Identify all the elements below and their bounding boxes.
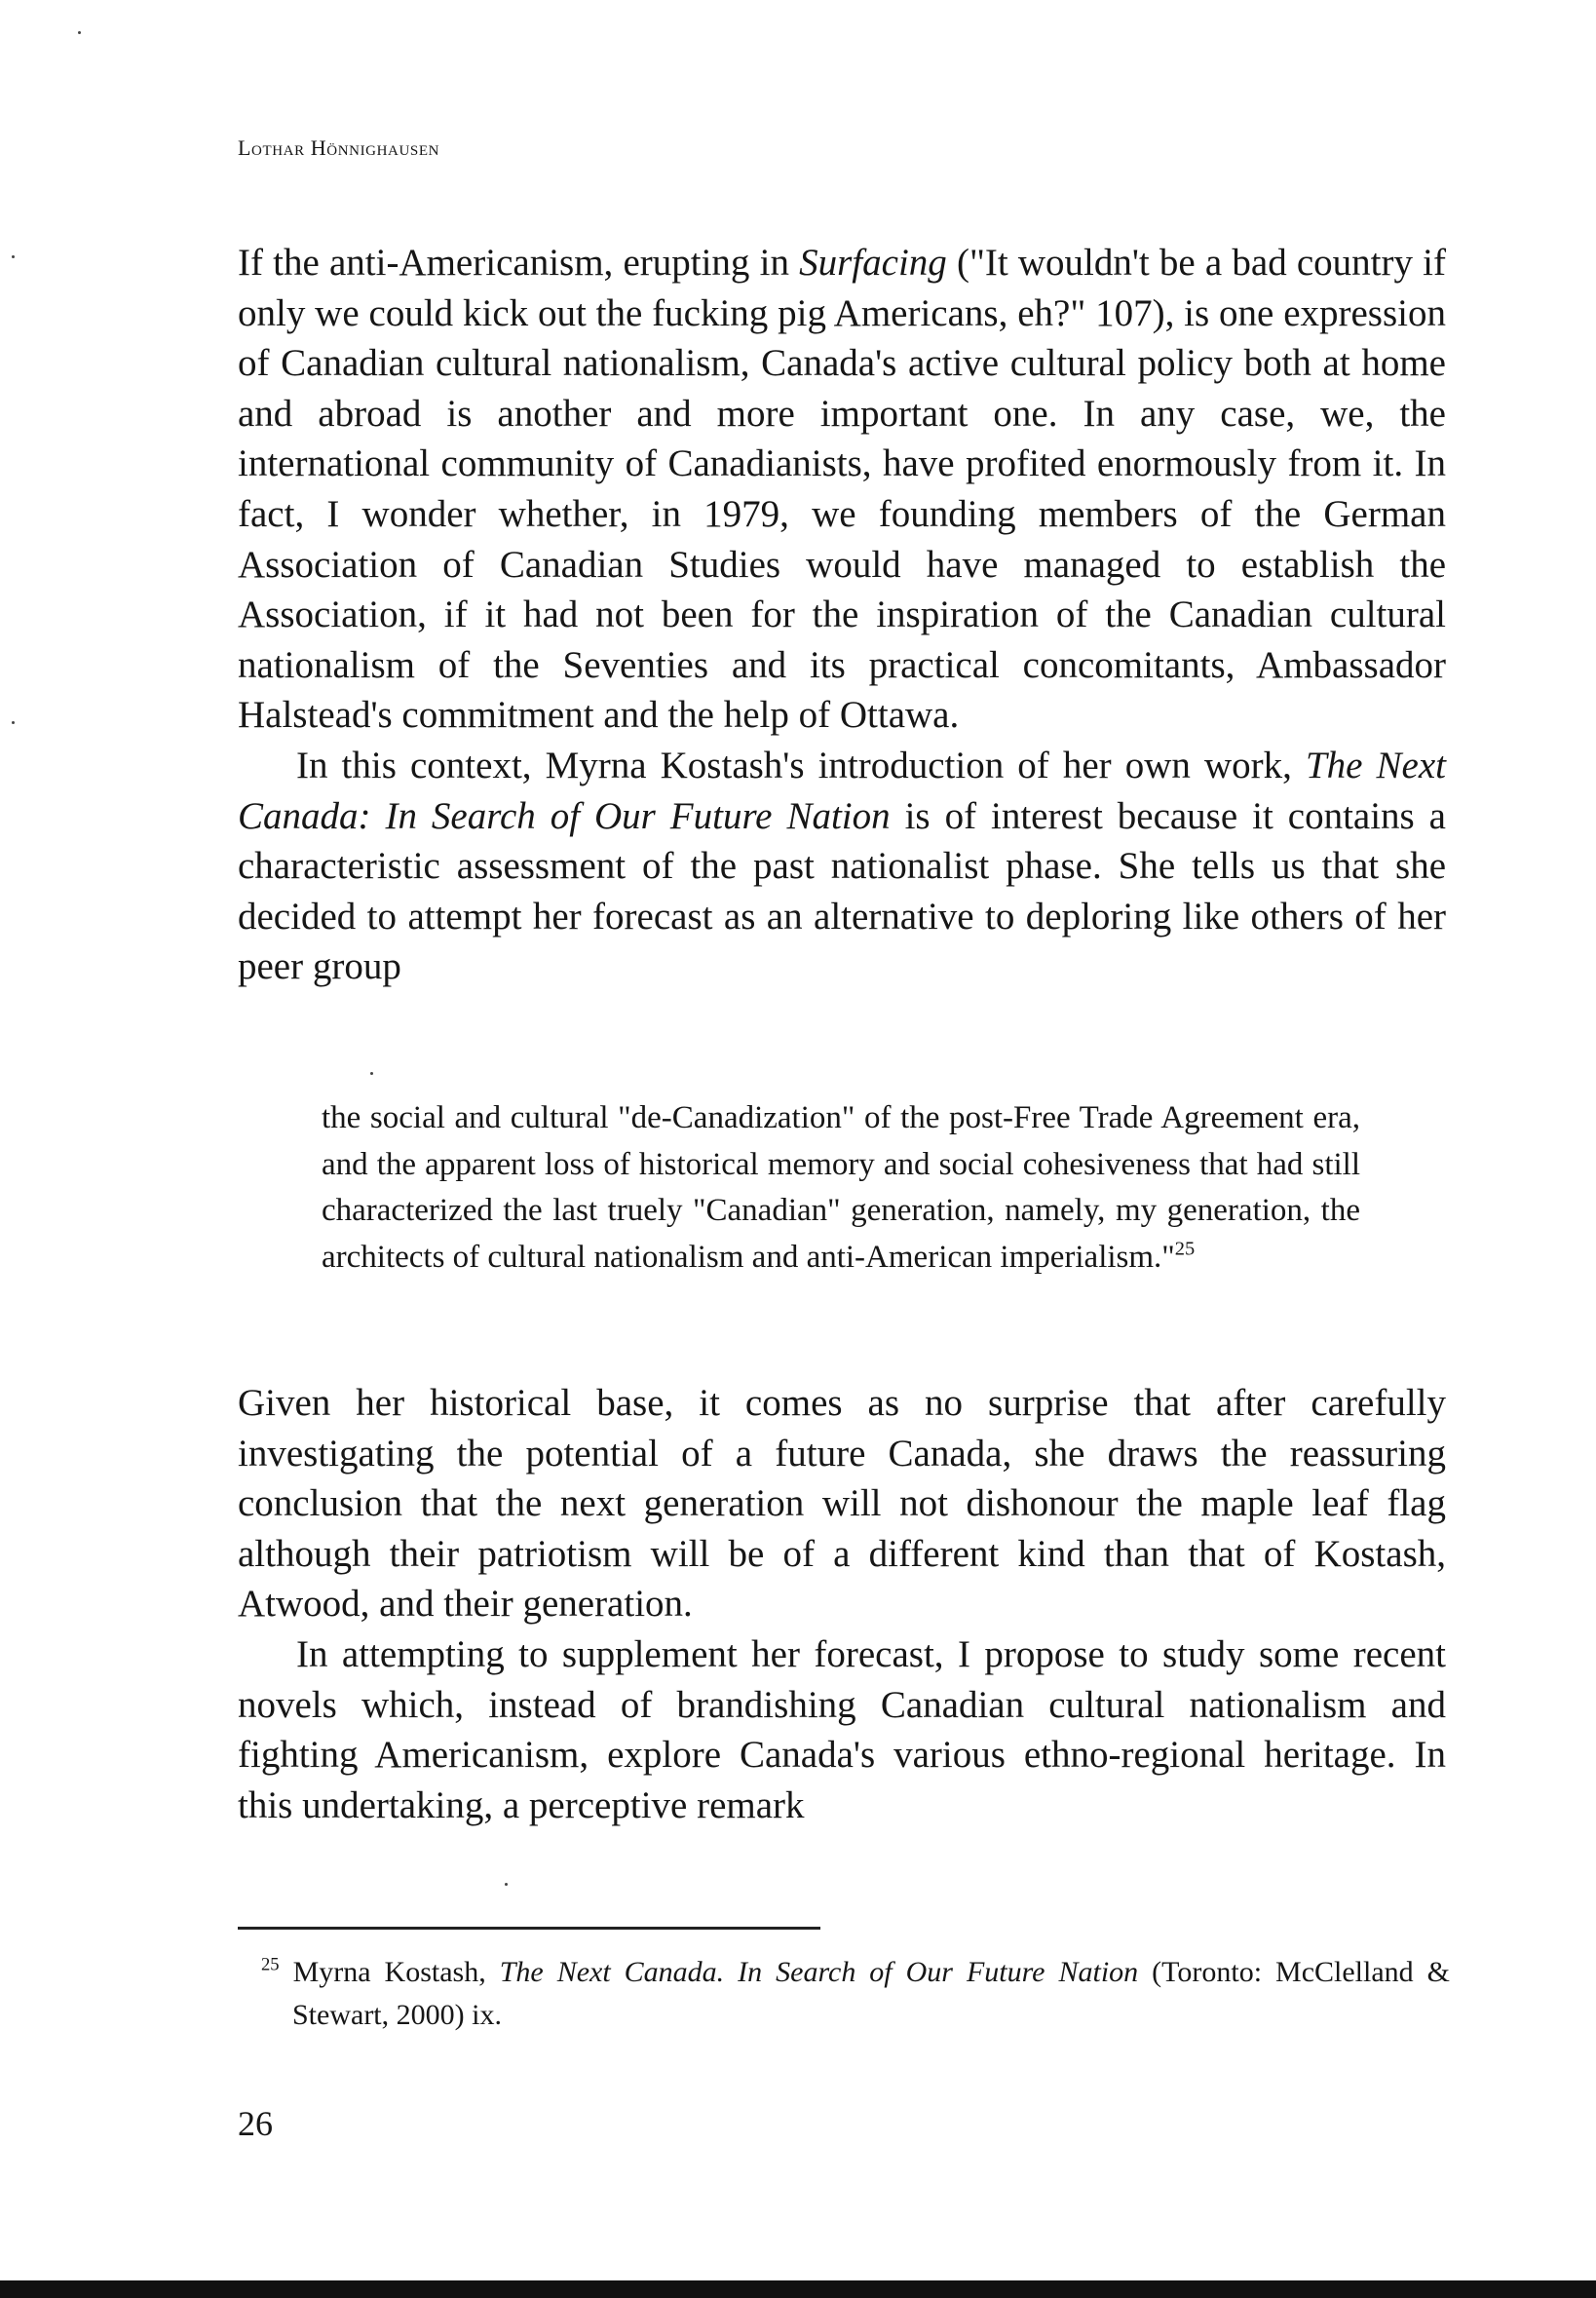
scan-bottom-edge — [0, 2280, 1596, 2298]
block-quotation — [322, 1095, 1360, 1281]
page-number: 26 — [238, 2104, 273, 2143]
paragraph-surfacing — [238, 238, 1446, 741]
quotation-text — [322, 1095, 1360, 1281]
paragraph-kostash — [238, 741, 1446, 992]
body-text-lower — [238, 1378, 1446, 1830]
book-title-italic: Surfacing — [799, 242, 947, 284]
running-head: Lothar Hönnighausen — [238, 135, 440, 160]
scan-speck — [12, 721, 15, 724]
paragraph-text: In this context, Myrna Kostash's introduction of her own work, — [296, 744, 1306, 786]
quotation-body: the social and cultural "de-Canadization" of the post-Free Trade Agreement era, and the apparent loss of historical memory and social cohesiveness that had still characterized the last truely "Canadian" generation, namely, my generation, the architects of cultural nationalism and anti-American imperialism." — [322, 1100, 1360, 1275]
paragraph-historical-base: Given her historical base, it comes as no surprise that after carefully investigating the potential of a future Canada, she draws the reassuring conclusion that the next generation will not dishonour the maple leaf flag although their patriotism will be of a different kind than that of Kostash, Atwood, and their generation. — [238, 1382, 1446, 1626]
paragraph-forecast: In attempting to supplement her forecast, I propose to study some recent novels which, instead of brandishing Canadian cultural nationalism and fighting Americanism, explore Canada's various ethno-regional heritage. In this undertaking, a perceptive remark — [238, 1632, 1446, 1826]
paragraph-text: If the anti-Americanism, erupting in — [238, 242, 800, 284]
footnote-reference: 25 — [1174, 1237, 1196, 1259]
footnote-text — [261, 1951, 1450, 2037]
footnote-book-title: The Next Canada. In Search of Our Future Nation — [499, 1956, 1139, 1988]
footnote-number: 25 — [261, 1954, 280, 1975]
scan-speck — [370, 1072, 373, 1075]
scan-speck — [78, 31, 81, 34]
footnote — [261, 1951, 1450, 2037]
scan-speck — [505, 1883, 508, 1886]
body-text-upper — [238, 238, 1446, 992]
footnote-divider — [238, 1927, 820, 1930]
footnote-publication: (Toronto: McClelland & Stewart, 2000) ix. — [292, 1956, 1450, 2031]
scan-speck — [12, 255, 15, 258]
footnote-author: Myrna Kostash, — [279, 1956, 500, 1988]
book-title-italic: The Next Canada: In Search of Our Future Nation — [238, 744, 1446, 837]
paragraph-text: is of interest because it contains a characteristic assessment of the past nationalist phase. She tells us that she decided to attempt her forecast as an alternative to deploring like others of her peer group — [238, 794, 1446, 988]
paragraph-text: ("It wouldn't be a bad country if only we could kick out the fucking pig Americans, eh?" 107), is one expression of Canadian cultural nationalism, Canada's active cultural policy both at home and abroad is another and more important one. In any case, we, the international community of Canadianists, have profited enormously from it. In fact, I wonder whether, in 1979, we founding members of the German Association of Canadian Studies would have managed to establish the Association, if it had not been for the inspiration of the Canadian cultural nationalism of the Seventies and its practical concomitants, Ambassador Halstead's commitment and the help of Ottawa. — [238, 242, 1446, 737]
